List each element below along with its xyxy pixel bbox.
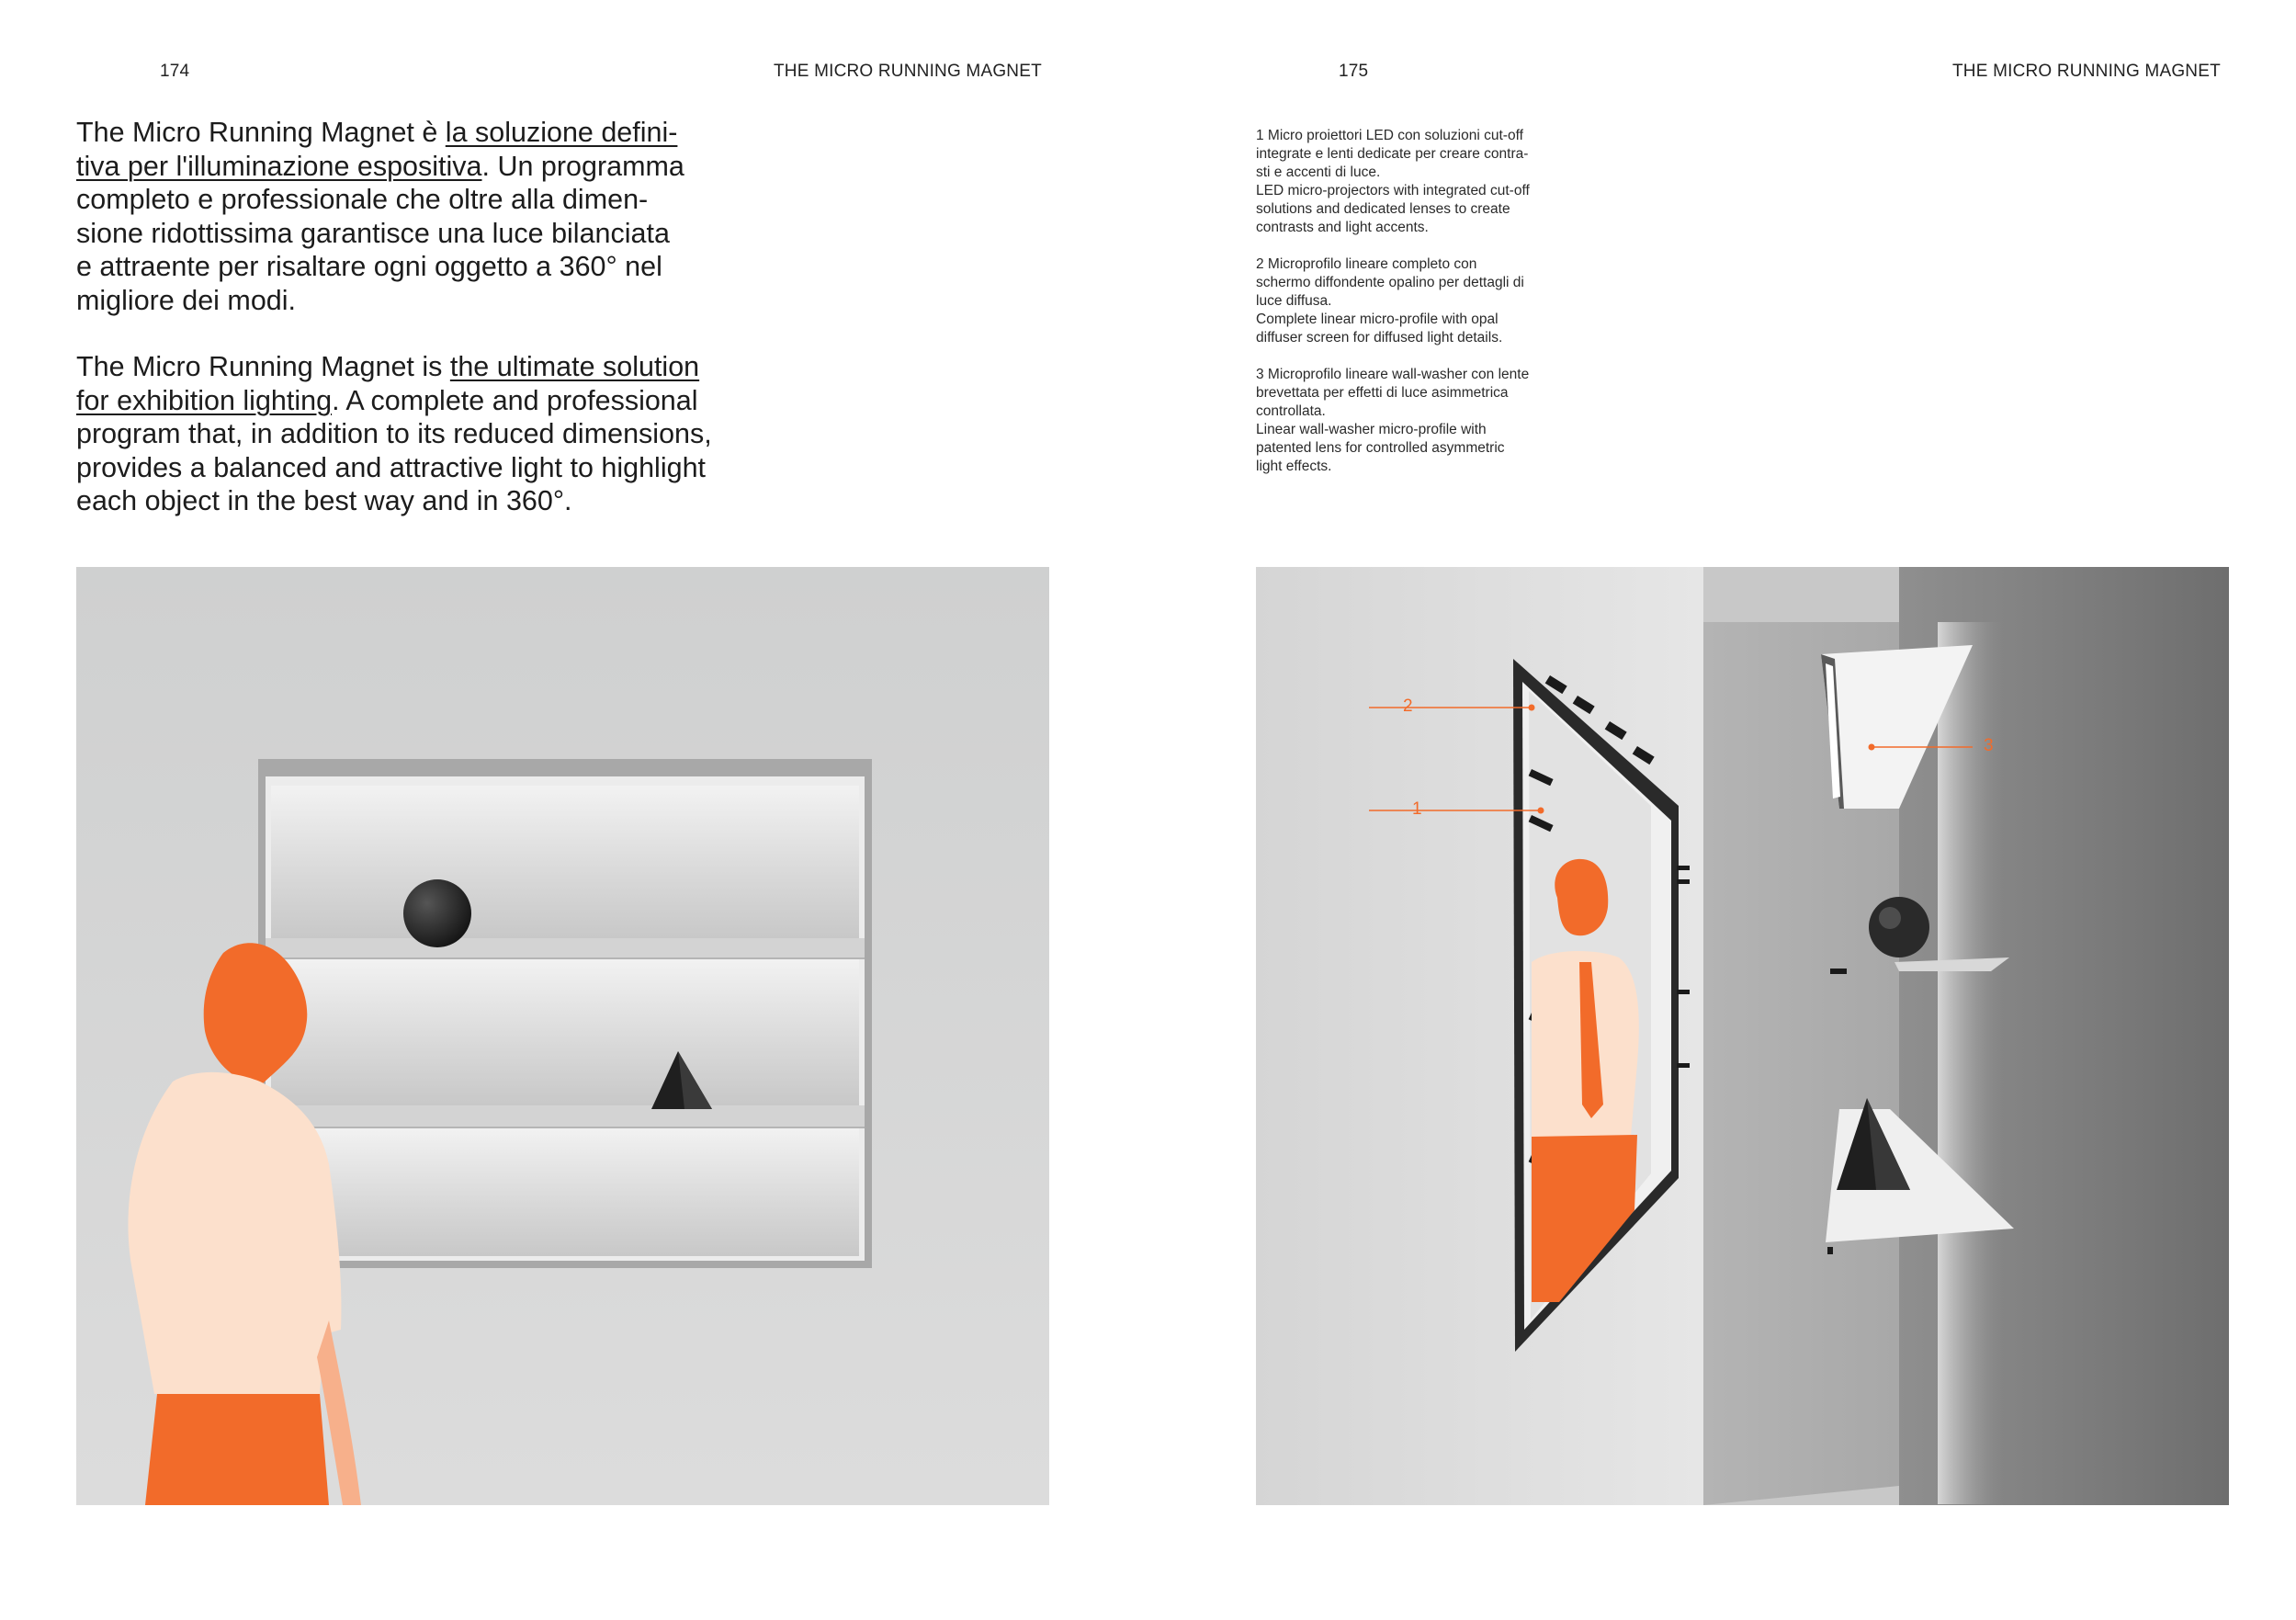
callout-label-1: 1 bbox=[1412, 799, 1422, 819]
right-illustration bbox=[1256, 567, 2229, 1505]
intro-english: The Micro Running Magnet is the ultimate solution for exhibition lighting. A complete and professional program that, in addition to its reduced dimensions, provides a balanced and attractive light to highlight each object in the best way and in 360°. bbox=[76, 351, 712, 516]
intro-italian: The Micro Running Magnet è la soluzione defini- tiva per l'illuminazione espositiva. Un programma completo e professionale che oltre alla dimen- sione ridottissima garantisce una luce bilanciata e attraente per risaltare ogni oggetto a 360° nel migliore dei modi. bbox=[76, 117, 684, 316]
running-title-right: THE MICRO RUNNING MAGNET bbox=[1952, 62, 2221, 81]
callout-label-3: 3 bbox=[1984, 736, 1994, 755]
page-number-left: 174 bbox=[160, 62, 190, 81]
left-illustration bbox=[76, 567, 1049, 1505]
page-number-right: 175 bbox=[1339, 62, 1369, 81]
running-title-left: THE MICRO RUNNING MAGNET bbox=[774, 62, 1042, 81]
legend-item-1: 1 Micro proiettori LED con soluzioni cut-off integrate e lenti dedicate per creare contra- sti e accenti di luce. LED micro-projectors with integrated cut-off solutions and dedicated lenses to create contrasts and light accents. bbox=[1256, 128, 1530, 235]
legend-item-3: 3 Microprofilo lineare wall-washer con lente brevettata per effetti di luce asimmetrica controllata. Linear wall-washer micro-profile with patented lens for controlled asymmetric light effects. bbox=[1256, 367, 1530, 474]
intro-en-highlight-2: for exhibition lighting bbox=[76, 384, 333, 416]
intro-it-highlight: la soluzione defini- bbox=[445, 117, 678, 148]
legend-item-2: 2 Microprofilo lineare completo con schermo diffondente opalino per dettagli di luce diffusa. Complete linear micro-profile with opal diffuser screen for diffused light details. bbox=[1256, 256, 1524, 346]
intro-en-highlight: the ultimate solution bbox=[449, 351, 700, 382]
intro-it-highlight-2: tiva per l'illuminazione espositiva bbox=[76, 150, 482, 182]
product-legend bbox=[1256, 127, 1587, 494]
callout-label-2: 2 bbox=[1403, 697, 1413, 716]
